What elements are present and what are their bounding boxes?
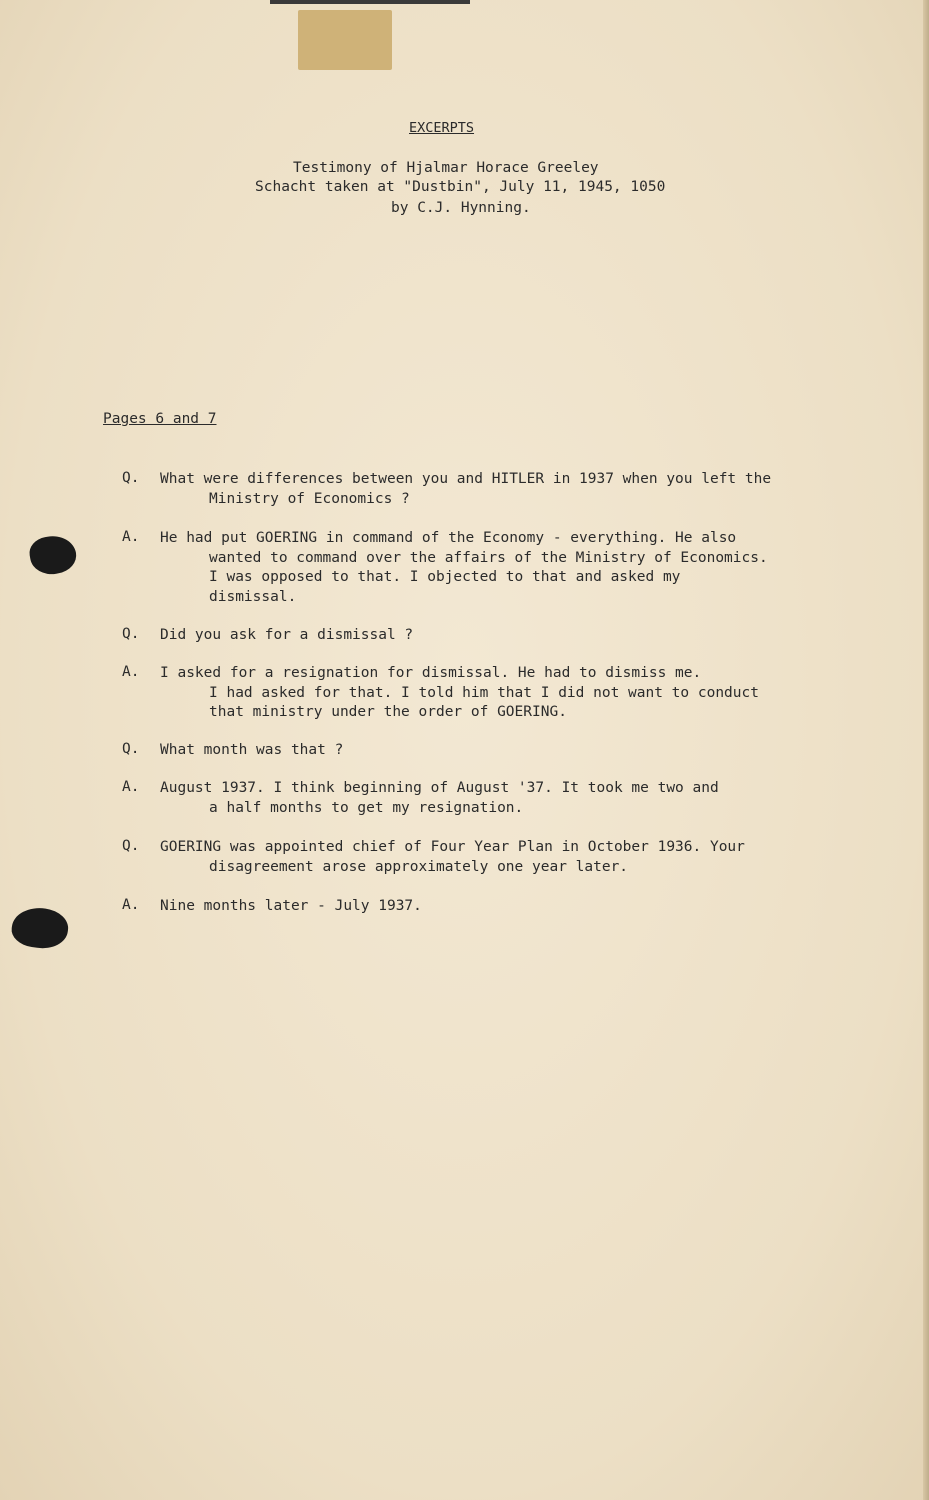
qa-entry-6 xyxy=(122,779,852,818)
qa-line: August 1937. I think beginning of August '37. It took me two and xyxy=(160,780,719,796)
qa-marker: Q. xyxy=(122,470,140,486)
qa-marker: Q. xyxy=(122,838,140,854)
header-line-1: Testimony of Hjalmar Horace Greeley xyxy=(293,160,599,176)
qa-entry-5 xyxy=(122,741,852,761)
qa-line: a half months to get my resignation. xyxy=(209,799,524,816)
punch-hole-lower xyxy=(9,904,70,951)
qa-marker: Q. xyxy=(122,626,140,642)
qa-line: disagreement arose approximately one year later. xyxy=(209,858,629,875)
qa-line: GOERING was appointed chief of Four Year Plan in October 1936. Your xyxy=(160,839,745,855)
qa-line: Did you ask for a dismissal ? xyxy=(160,627,414,643)
qa-line: Ministry of Economics ? xyxy=(209,490,410,507)
qa-line: dismissal. xyxy=(209,588,297,605)
right-edge-shadow xyxy=(923,0,929,1500)
qa-marker: A. xyxy=(122,779,140,795)
document-title: EXCERPTS xyxy=(409,120,475,136)
qa-entry-2 xyxy=(122,529,852,607)
header-line-2: Schacht taken at "Dustbin", July 11, 1945, 1050 xyxy=(255,179,666,195)
qa-marker: A. xyxy=(122,664,140,680)
qa-entry-3 xyxy=(122,626,852,646)
qa-line: Nine months later - July 1937. xyxy=(160,898,422,914)
qa-entry-1 xyxy=(122,470,852,509)
qa-marker: Q. xyxy=(122,741,140,757)
qa-line: What month was that ? xyxy=(160,742,344,758)
qa-line: I was opposed to that. I objected to that and asked my xyxy=(209,569,681,585)
qa-marker: A. xyxy=(122,897,140,913)
adhesive-tape-mark xyxy=(298,10,392,70)
qa-line: I asked for a resignation for dismissal. He had to dismiss me. xyxy=(160,665,702,681)
qa-line: He had put GOERING in command of the Economy - everything. He also xyxy=(160,530,737,546)
section-heading: Pages 6 and 7 xyxy=(103,411,217,427)
punch-hole-upper xyxy=(27,532,79,577)
qa-entry-4 xyxy=(122,664,852,723)
qa-entry-7 xyxy=(122,838,852,877)
qa-entry-8 xyxy=(122,897,852,917)
qa-marker: A. xyxy=(122,529,140,545)
header-line-3: by C.J. Hynning. xyxy=(391,200,531,216)
qa-line: that ministry under the order of GOERING. xyxy=(209,704,567,720)
top-edge-shadow xyxy=(270,0,470,4)
qa-line: What were differences between you and HITLER in 1937 when you left the xyxy=(160,471,772,487)
qa-line: I had asked for that. I told him that I did not want to conduct xyxy=(209,684,759,701)
qa-line: wanted to command over the affairs of the Ministry of Economics. xyxy=(209,549,768,566)
